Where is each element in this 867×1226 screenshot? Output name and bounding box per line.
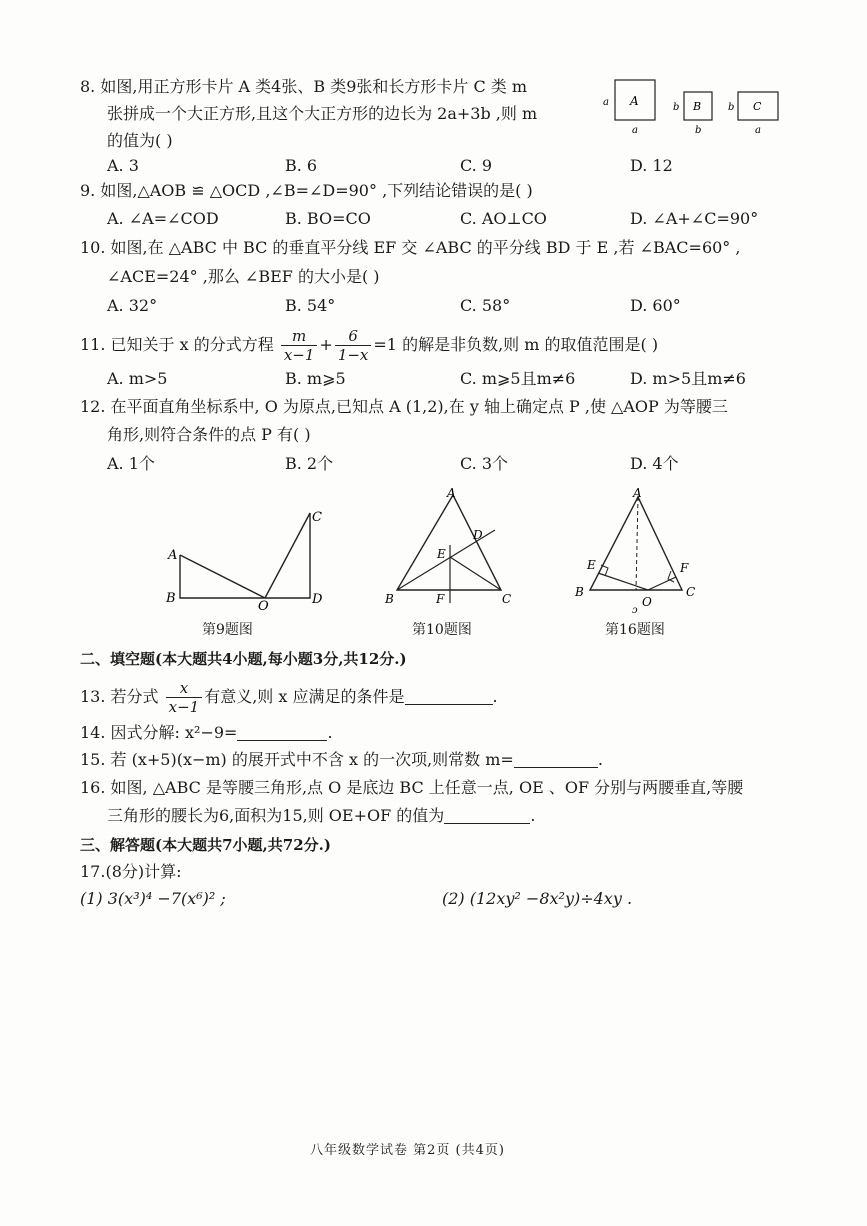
q16-answer-blank[interactable] — [444, 807, 530, 824]
q13-fraction-denominator: x−1 — [168, 698, 200, 716]
q9-option-a: A. ∠A=∠COD — [107, 209, 219, 228]
figure-q10 — [383, 485, 523, 610]
q14-end: . — [327, 723, 333, 742]
q9-option-c: C. AO⊥CO — [460, 209, 547, 228]
q13-pre: 13. 若分式 — [80, 687, 159, 706]
q11-option-a: A. m>5 — [107, 369, 168, 388]
q8-cards-figure — [600, 78, 800, 148]
card-c-side-label: b — [728, 102, 735, 113]
q15-pre: 15. 若 (x+5)(x−m) 的展开式中不含 x 的一次项,则常数 m= — [80, 750, 514, 769]
q8-line1: 8. 如图,用正方形卡片 A 类4张、B 类9张和长方形卡片 C 类 m — [80, 77, 528, 96]
q17-part-1: (1) 3(x³)⁴ −7(x⁶)² ; — [80, 889, 226, 908]
fig16-label-e: E — [587, 558, 596, 572]
fig9-label-o: O — [258, 599, 269, 614]
q8-option-c: C. 9 — [460, 156, 493, 175]
q15-stem — [80, 749, 603, 771]
fig16-dashed-ao — [636, 497, 638, 590]
q11-fraction-2-numerator: 6 — [335, 327, 372, 346]
fig10-label-a: A — [447, 486, 456, 500]
fig10-label-c: C — [502, 592, 512, 606]
fig16-mark: ɔ — [632, 605, 638, 616]
q15-end: . — [597, 750, 603, 769]
q13-stem — [80, 677, 498, 717]
q10-option-a: A. 32° — [107, 296, 158, 315]
caption-fig10: 第10题图 — [412, 622, 472, 638]
q13-end: . — [492, 687, 498, 706]
fig10-label-f: F — [436, 592, 445, 606]
q13-fraction-numerator: x — [166, 679, 203, 698]
q9-option-b: B. BO=CO — [285, 209, 371, 228]
section-3-heading: 三、解答题(本大题共7小题,共72分.) — [80, 836, 331, 854]
fig10-label-d: D — [473, 528, 483, 542]
q9-stem: 9. 如图,△AOB ≌ △OCD ,∠B=∠D=90° ,下列结论错误的是( ) — [80, 181, 533, 200]
q12-line2: 角形,则符合条件的点 P 有( ) — [107, 425, 311, 444]
q16-line2 — [107, 805, 535, 827]
q11-fraction-1-numerator: m — [281, 327, 318, 346]
q17-title: 17.(8分)计算: — [80, 862, 182, 881]
q16-end: . — [530, 806, 536, 825]
fig16-label-c: C — [686, 585, 696, 599]
caption-fig9: 第9题图 — [202, 622, 253, 638]
q12-option-c: C. 3个 — [460, 454, 509, 473]
q14-pre: 14. 因式分解: x²−9= — [80, 723, 238, 742]
q12-line1: 12. 在平面直角坐标系中, O 为原点,已知点 A (1,2),在 y 轴上确定点 P ,使 △AOP 为等腰三 — [80, 397, 728, 416]
q8-line3: 的值为( ) — [107, 131, 173, 150]
card-b-label: B — [693, 100, 702, 113]
fig9-base-lines — [180, 513, 310, 598]
fig16-label-f: F — [680, 561, 689, 575]
q11-fraction-1 — [281, 327, 318, 364]
card-b-bottom-label: b — [695, 125, 702, 136]
q16-line1: 16. 如图, △ABC 是等腰三角形,点 O 是底边 BC 上任意一点, OE 、OF 分别与两腰垂直,等腰 — [80, 778, 744, 797]
card-a-bottom-label: a — [632, 125, 638, 136]
card-c-label: C — [753, 100, 762, 113]
caption-fig16: 第16题图 — [605, 622, 665, 638]
q10-option-b: B. 54° — [285, 296, 336, 315]
card-a-side-label: a — [603, 97, 609, 108]
q14-answer-blank[interactable] — [237, 724, 327, 741]
q10-option-c: C. 58° — [460, 296, 511, 315]
fig16-label-o: O — [642, 595, 652, 609]
q14-stem — [80, 722, 333, 744]
figure-q9 — [162, 505, 342, 615]
q12-option-a: A. 1个 — [107, 454, 155, 473]
card-c-bottom-label: a — [755, 125, 761, 136]
page-footer: 八年级数学试卷 第2页 (共4页) — [310, 1143, 505, 1158]
fig10-triangle-abc — [397, 495, 501, 590]
q12-option-b: B. 2个 — [285, 454, 334, 473]
q11-fraction-2-denominator: 1−x — [337, 346, 369, 364]
q11-option-b: B. m⩾5 — [285, 369, 346, 388]
q11-fraction-2 — [335, 327, 372, 364]
q10-line2: ∠ACE=24° ,那么 ∠BEF 的大小是( ) — [107, 267, 380, 286]
q13-fraction — [166, 679, 203, 716]
q13-answer-blank[interactable] — [405, 688, 493, 705]
q12-option-d: D. 4个 — [630, 454, 679, 473]
q11-stem — [80, 325, 658, 365]
fig9-label-d: D — [312, 592, 323, 607]
q10-line1: 10. 如图,在 △ABC 中 BC 的垂直平分线 EF 交 ∠ABC 的平分线 BD 于 E ,若 ∠BAC=60° , — [80, 238, 741, 257]
q11-fraction-1-denominator: x−1 — [283, 346, 315, 364]
q15-answer-blank[interactable] — [514, 751, 598, 768]
q11-plus: + — [319, 335, 333, 354]
q8-option-d: D. 12 — [630, 156, 673, 175]
fig16-label-a: A — [633, 486, 642, 500]
fig10-label-e: E — [437, 547, 446, 561]
section-2-heading: 二、填空题(本大题共4小题,每小题3分,共12分.) — [80, 650, 407, 668]
q8-option-a: A. 3 — [107, 156, 139, 175]
fig9-label-a: A — [168, 548, 178, 563]
card-b-side-label: b — [673, 102, 680, 113]
q13-post: 有意义,则 x 应满足的条件是 — [204, 687, 405, 706]
fig16-label-b: B — [575, 585, 584, 599]
q9-option-d: D. ∠A+∠C=90° — [630, 209, 759, 228]
fig10-label-b: B — [385, 592, 394, 606]
q16-line2-text: 三角形的腰长为6,面积为15,则 OE+OF 的值为 — [107, 806, 445, 825]
q8-option-b: B. 6 — [285, 156, 318, 175]
fig9-segment-oc — [265, 513, 310, 598]
q17-part-2: (2) (12xy² −8x²y)÷4xy . — [442, 889, 633, 908]
fig9-label-b: B — [166, 591, 176, 606]
card-a-label: A — [630, 94, 639, 108]
fig9-segment-ao — [180, 555, 265, 598]
q11-pre: 11. 已知关于 x 的分式方程 — [80, 335, 274, 354]
q11-option-d: D. m>5且m≠6 — [630, 369, 746, 388]
q11-post: =1 的解是非负数,则 m 的取值范围是( ) — [373, 335, 659, 354]
fig9-label-c: C — [312, 510, 322, 525]
figure-q16 — [570, 485, 710, 616]
q10-option-d: D. 60° — [630, 296, 681, 315]
fig16-segment-of — [648, 577, 676, 590]
q11-option-c: C. m⩾5且m≠6 — [460, 369, 576, 388]
q8-line2: 张拼成一个大正方形,且这个大正方形的边长为 2a+3b ,则 m — [107, 104, 538, 123]
